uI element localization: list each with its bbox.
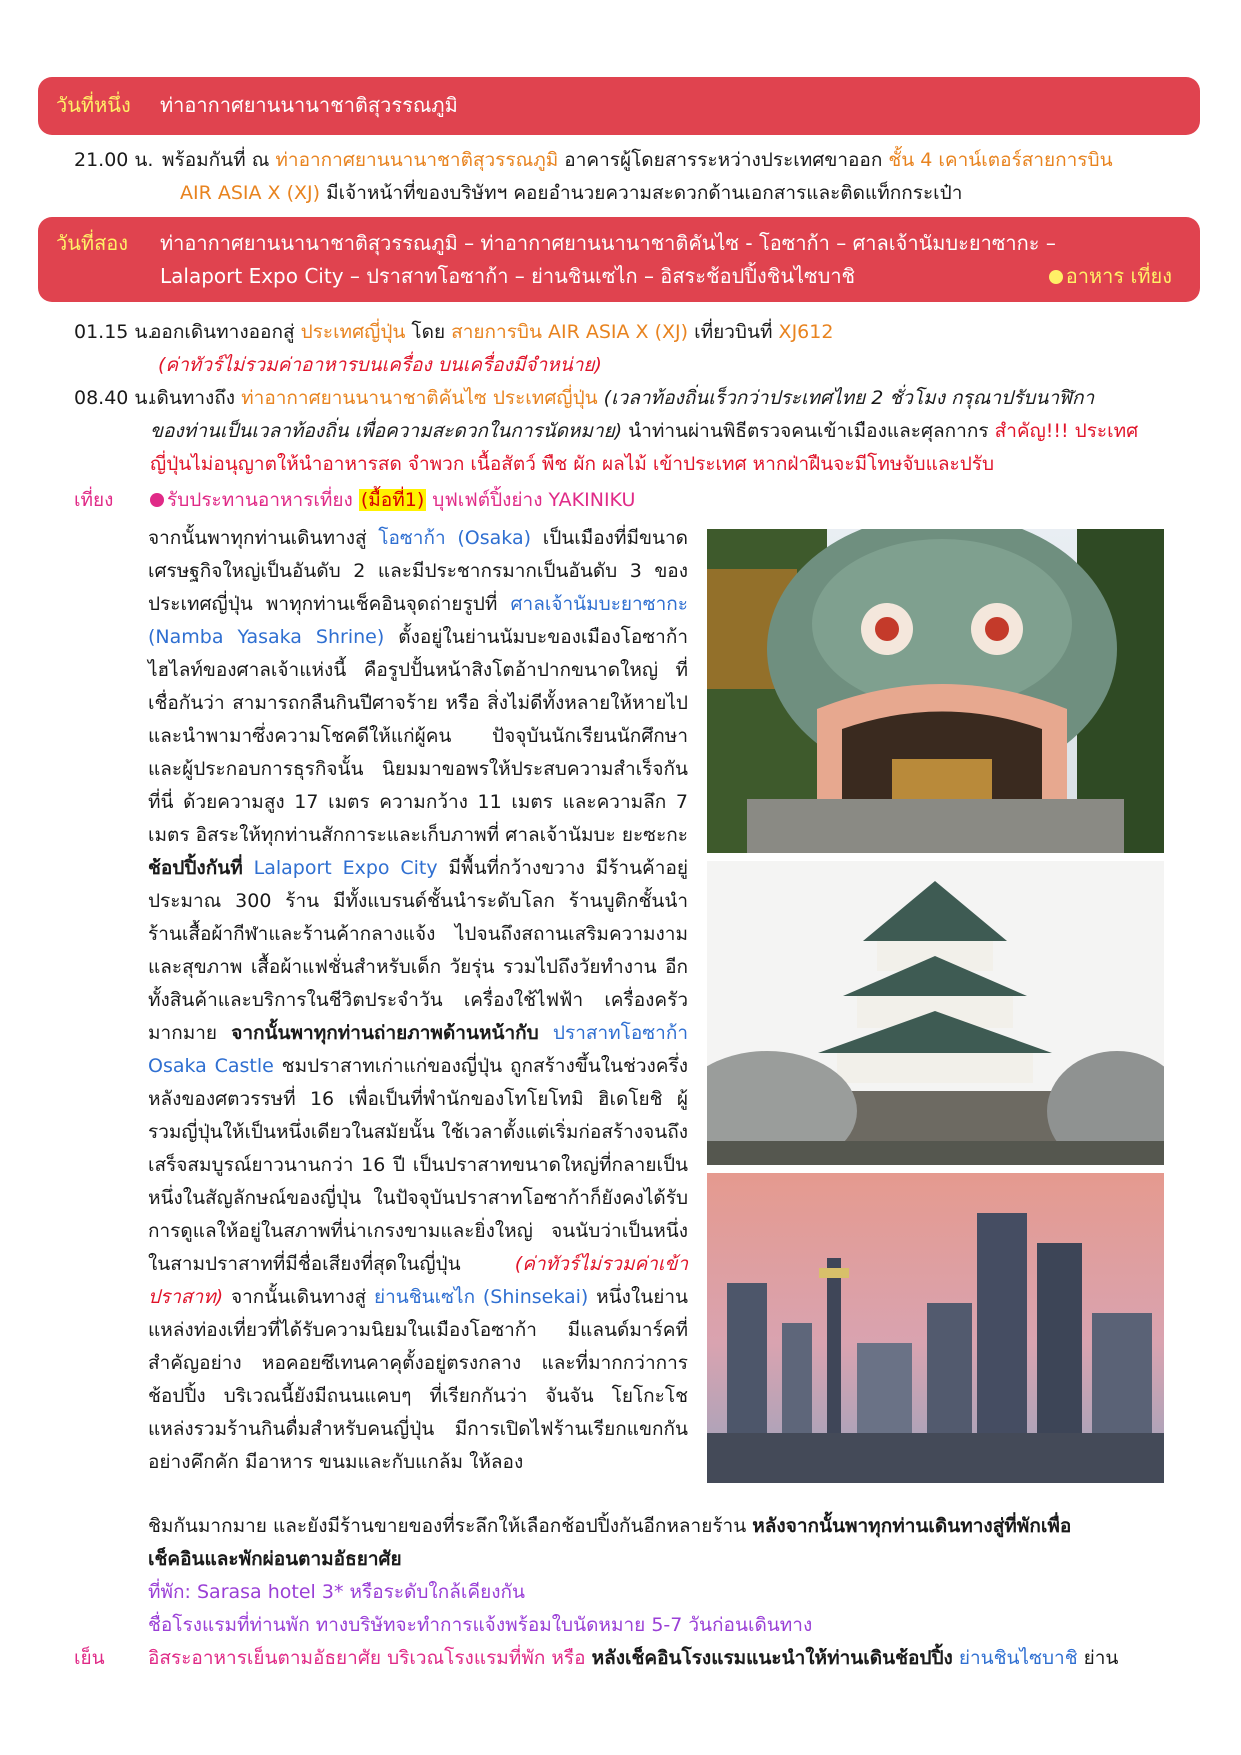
osaka-description [148, 522, 688, 1479]
osaka-castle-photo [707, 861, 1164, 1165]
text-bold: เช็คอินและพักผ่อนตามอัธยาศัย [148, 1548, 402, 1570]
text: บุฟเฟต์ปิ้งย่าง YAKINIKU [426, 489, 636, 511]
text: ตั้งอยู่ในย่านนัมบะของเมืองโอซาก้า ไฮไลท์ของศาลเจ้าแห่งนี้ คือรูปปั้นหน้าสิงโตอ้าปากขนาดใหญ่ ที่เชื่อกันว่า สามารถกลืนกินปีศาจร้าย หรือ สิ่งไม่ดีทั้งหลายให้หายไป และนำพามาซึ่งความโชคดีให้แก่ผู้คน ปัจจุบันนักเรียนนักศึกษา และผู้ประกอบการธุรกิจนั้น นิยมมาขอพรให้ประสบความสำเร็จกันที่นี่ ด้วยความสูง 17 เมตร ความกว้าง 11 เมตร และความลึก 7 เมตร อิสระให้ทุกท่านสักการะและเก็บภาพที่ ศาลเจ้านัมบะ ยะซะกะ [148, 626, 688, 846]
dinner-label: เย็น [74, 1647, 105, 1669]
day1-banner [38, 77, 1200, 135]
country-name: ประเทศญี่ปุ่น [300, 321, 406, 343]
namba-yasaka-photo [707, 529, 1164, 853]
text: หนึ่งในย่านแหล่งท่องเที่ยวที่ได้รับความนิยมในเมืองโอซาก้า มีแลนด์มาร์คที่สำคัญอย่าง หอคอยซึเทนคาคุตั้งอยู่ตรงกลาง และที่มากกว่าการช้อปปิ้ง บริเวณนี้ยังมีถนนแคบๆ ที่เรียกกันว่า จันจัน โยโกะโช แหล่งรวมร้านกินดื่มสำหรับคนญี่ปุ่น มีการเปิดไฟร้านเรียกแขกกันอย่างคึกคัก มีอาหาร ขนมและกับแกล้ม ให้ลอง [148, 1286, 688, 1473]
text-bold: จากนั้นพาทุกท่านถ่ายภาพด้านหน้ากับ [231, 1022, 539, 1044]
text: พร้อมกันที่ ณ [162, 149, 276, 171]
lunch-label: เที่ยง [74, 489, 114, 511]
text: โดย [405, 321, 452, 343]
note-castle-fee: (ค่าทัวร์ไม่รวมค่าเข้าปราสาท) [148, 1253, 688, 1308]
text-bold: หลังจากนั้นพาทุกท่านเดินทางสู่ที่พักเพื่อ [752, 1515, 1072, 1537]
flight-number: XJ612 [778, 321, 834, 343]
time-label: 21.00 น. [74, 149, 154, 171]
place-osaka: โอซาก้า (Osaka) [378, 527, 531, 549]
text: รับประทานอาหารเที่ยง [167, 489, 359, 511]
place-namba-yasaka: ศาลเจ้านัมบะยาซากะ (Namba Yasaka Shrine) [148, 593, 688, 648]
airline-name: สายการบิน AIR ASIA X (XJ) [451, 321, 689, 343]
important-note: ญี่ปุ่นไม่อนุญาตให้นำอาหารสด จำพวก เนื้อสัตว์ พืช ผัก ผลไม้ เข้าประเทศ หากฝ่าฝืนจะมีโทษจับและปรับ [150, 453, 995, 475]
text: อาคารผู้โดยสารระหว่างประเทศขาออก [558, 149, 889, 171]
airport-name: ท่าอากาศยานนานาชาติสุวรรณภูมิ [275, 149, 559, 171]
hotel-note: ชื่อโรงแรมที่ท่านพัก ทางบริษัทจะทำการแจ้งพร้อมใบนัดหมาย 5-7 วันก่อนเดินทาง [148, 1614, 813, 1636]
meal-count-badge: (มื้อที่1) [360, 489, 425, 511]
counter-info: ชั้น 4 เคาน์เตอร์สายการบิน [888, 149, 1113, 171]
day1-item-1-cont [180, 177, 962, 210]
text: มีพื้นที่กว้างขวาง มีร้านค้าอยู่ประมาณ 300 ร้าน มีทั้งแบรนด์ชั้นนำระดับโลก ร้านบูติกชั้นนำ ร้านเสื้อผ้ากีฬาและร้านค้ากลางแจ้ง ไปจนถึงสถานเสริมความงามและสุขภาพ เสื้อผ้าแฟชั่นสำหรับเด็ก วัยรุ่น รวมไปถึงวัยทำงาน อีกทั้งสินค้าและบริการในชีวิตประจำวัน เครื่องใช้ไฟฟ้า เครื่องครัวมากมาย [148, 857, 688, 1044]
day1-route: ท่าอากาศยานนานาชาติสุวรรณภูมิ [160, 93, 458, 117]
text [539, 1022, 553, 1044]
place-shinsaibashi: ย่านชินไซบาชิ [952, 1647, 1078, 1669]
place-shinsekai: ย่านชินเซไก (Shinsekai) [373, 1286, 589, 1308]
text-bold: ช้อปปิ้งกันที่ [148, 857, 243, 879]
day2-banner [38, 217, 1200, 302]
meal-text: อาหาร เที่ยง [1065, 264, 1172, 288]
day2-route-1: ท่าอากาศยานนานาชาติสุวรรณภูมิ – ท่าอากาศยานนานาชาติคันไซ - โอซาก้า – ศาลเจ้านัมบะยาซากะ – [160, 231, 1056, 255]
airport-name: ท่าอากาศยานนานาชาติคันไซ ประเทศญี่ปุ่น [241, 387, 598, 409]
text: เป็นเมืองที่มีขนาดเศรษฐกิจใหญ่เป็นอันดับ 2 และมีประชากรมากเป็นอันดับ 3 ของประเทศญี่ปุ่น พาทุกท่านเช็คอินจุดถ่ายรูปที่ [148, 527, 688, 615]
text: ย่าน [1077, 1647, 1119, 1669]
time-label: 01.15 น. [74, 321, 154, 343]
text: ชมปราสาทเก่าแก่ของญี่ปุ่น ถูกสร้างขึ้นในช่วงครึ่งหลังของศตวรรษที่ 16 เพื่อเป็นที่พำนักของโทโยโทมิ ฮิเดโยชิ ผู้รวมญี่ปุ่นให้เป็นหนึ่งเดียวในสมัยนั้น ใช้เวลาตั้งแต่เริ่มก่อสร้างจนถึงเสร็จสมบูรณ์ยาวนานกว่า 16 ปี เป็นปราสาทขนาดใหญ่ที่กลายเป็นหนึ่งในสัญลักษณ์ของญี่ปุ่น ในปัจจุบันปราสาทโอซาก้าก็ยังคงได้รับการดูแลให้อยู่ในสภาพที่น่าเกรงขามและยิ่งใหญ่ จนนับว่าเป็นหนึ่งในสามปราสาทที่มีชื่อเสียงที่สุดในญี่ปุ่น [148, 1055, 688, 1275]
place-lalaport: Lalaport Expo City [253, 857, 438, 879]
text [243, 857, 254, 879]
day2-route-2: Lalaport Expo City – ปราสาทโอซาก้า – ย่านชินเซไก – อิสระช้อปปิ้งชินไซบาชิ [160, 264, 856, 288]
text: เที่ยวบินที่ [688, 321, 779, 343]
wide-text-1 [148, 1510, 1071, 1543]
time-note: (เวลาท้องถิ่นเร็วกว่าประเทศไทย 2 ชั่วโมง กรุณาปรับนาฬิกา [597, 387, 1095, 409]
text: ออกเดินทางออกสู่ [150, 321, 301, 343]
day2-label: วันที่สอง [56, 231, 129, 255]
airline-name: AIR ASIA X (XJ) [180, 182, 321, 204]
day2-item-2-cont [150, 415, 1138, 448]
text: เดินทางถึง [150, 387, 242, 409]
text: จากนั้นเดินทางสู่ [223, 1286, 374, 1308]
meal-icon [1049, 270, 1063, 284]
text: นำท่านผ่านพิธีตรวจคนเข้าเมืองและศุลกากร [622, 420, 995, 442]
text: มีเจ้าหน้าที่ของบริษัทฯ คอยอำนวยความสะดวกด้านเอกสารและติดแท็กกระเป๋า [320, 182, 963, 204]
place-osaka-castle: ปราสาทโอซาก้า Osaka Castle [148, 1022, 688, 1077]
time-note: ของท่านเป็นเวลาท้องถิ่น เพื่อความสะดวกในการนัดหมาย) [150, 420, 623, 442]
text-bold: หลังเช็คอินโรงแรมแนะนำให้ท่านเดินช้อปปิ้ง [591, 1647, 953, 1669]
shinsekai-photo [707, 1173, 1164, 1483]
hotel-info: ที่พัก: Sarasa hotel 3* หรือระดับใกล้เคียงกัน [148, 1581, 525, 1603]
text: ชิมกันมากมาย และยังมีร้านขายของที่ระลึกให้เลือกช้อปปิ้งกันอีกหลายร้าน [148, 1515, 753, 1537]
text: จากนั้นพาทุกท่านเดินทางสู่ [148, 527, 379, 549]
day1-label: วันที่หนึ่ง [56, 93, 131, 117]
meal-badge [1049, 260, 1172, 293]
time-label: 08.40 น. [74, 387, 154, 409]
text: อิสระอาหารเย็นตามอัธยาศัย บริเวณโรงแรมที่พัก หรือ [148, 1647, 592, 1669]
important-note: สำคัญ!!! ประเทศ [994, 420, 1139, 442]
note-meal-onboard: (ค่าทัวร์ไม่รวมค่าอาหารบนเครื่อง บนเครื่องมีจำหน่าย) [158, 354, 602, 376]
meal-icon [150, 493, 164, 507]
